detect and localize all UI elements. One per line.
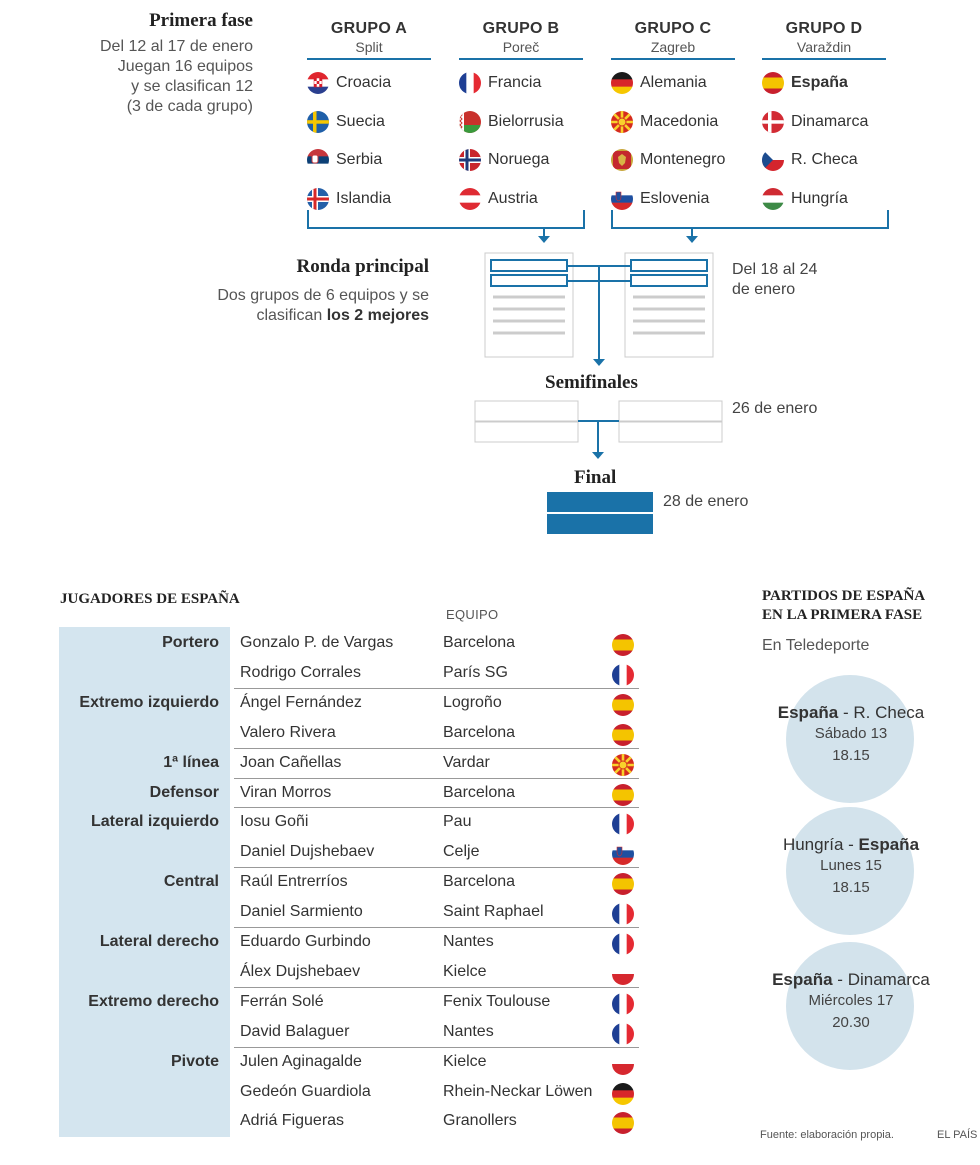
match-day: Lunes 15 <box>820 857 882 874</box>
player-name: Gedeón Guardiola <box>240 1082 371 1100</box>
bracket-connector <box>611 210 613 228</box>
group-team <box>611 148 761 172</box>
table-row <box>59 719 639 749</box>
ronda-description <box>217 286 429 326</box>
group-city: Split <box>355 39 383 55</box>
spain-flag-icon <box>612 784 634 806</box>
player-name: Julen Aginagalde <box>240 1052 362 1070</box>
match-time: 18.15 <box>832 879 870 896</box>
group-header <box>611 20 735 60</box>
bracket-connector <box>887 210 889 228</box>
match-away: Dinamarca <box>847 970 930 989</box>
group-team <box>611 187 761 211</box>
player-name: Ferrán Solé <box>240 992 324 1010</box>
group-team <box>762 187 912 211</box>
matches-title <box>762 587 925 625</box>
player-name: Viran Morros <box>240 783 332 801</box>
france-flag-icon <box>612 664 634 686</box>
match-day: Sábado 13 <box>814 725 888 742</box>
group-city: Varaždin <box>796 39 852 55</box>
final-title: Final <box>574 467 617 488</box>
bracket-connector <box>611 227 889 229</box>
spain-flag-icon <box>612 634 634 656</box>
players-table <box>59 627 639 1137</box>
arrow-down-icon <box>592 452 604 459</box>
player-club: Rhein-Neckar Löwen <box>443 1082 593 1100</box>
intro-line: Del 12 al 17 de enero <box>100 38 253 55</box>
team-name: Noruega <box>488 151 550 168</box>
france-flag-icon <box>612 993 634 1015</box>
player-club: Logroño <box>443 693 502 711</box>
player-club: Kielce <box>443 1052 487 1070</box>
team-name: España <box>791 74 848 91</box>
player-position: Pivote <box>170 1052 219 1070</box>
table-row <box>59 779 639 809</box>
ronda-dates <box>732 260 817 300</box>
match-teams <box>746 969 956 990</box>
team-name: Eslovenia <box>640 189 710 207</box>
semis-title: Semifinales <box>545 372 638 393</box>
player-name: Álex Dujshebaev <box>240 962 361 980</box>
match-teams <box>746 834 956 855</box>
ronda-title: Ronda principal <box>296 256 429 277</box>
spain-flag-icon <box>612 873 634 895</box>
team-name: Alemania <box>640 74 707 91</box>
group-team <box>611 110 761 134</box>
table-row <box>59 928 639 958</box>
player-name: Daniel Sarmiento <box>240 903 363 921</box>
group-team <box>459 187 609 211</box>
germany-flag-icon <box>611 72 633 94</box>
group-name: GRUPO A <box>330 20 408 37</box>
sweden-flag-icon <box>307 111 329 133</box>
arrow-down-icon <box>686 236 698 243</box>
player-name: Iosu Goñi <box>240 813 309 831</box>
player-position: Defensor <box>149 783 219 801</box>
team-name: Croacia <box>336 74 392 91</box>
player-club: París SG <box>443 663 508 681</box>
ronda-line: Dos grupos de 6 equipos y se <box>217 287 429 304</box>
player-name: Gonzalo P. de Vargas <box>240 634 394 651</box>
player-position: 1ª línea <box>163 753 219 771</box>
macedonia-flag-icon <box>612 754 634 776</box>
table-row <box>59 659 639 689</box>
match-card <box>746 969 956 1034</box>
player-name: Valero Rivera <box>240 723 336 741</box>
germany-flag-icon <box>612 1083 634 1105</box>
montenegro-flag-icon <box>611 149 633 171</box>
croatia-flag-icon <box>307 72 329 94</box>
table-row <box>59 958 639 988</box>
team-name: Hungría <box>791 189 848 207</box>
intro-line: y se clasifican 12 <box>131 78 253 95</box>
spain-flag-icon <box>612 1112 634 1134</box>
serbia-flag-icon <box>307 149 329 171</box>
france-flag-icon <box>612 1023 634 1045</box>
team-name: Serbia <box>336 151 383 168</box>
team-name: Dinamarca <box>791 112 869 130</box>
group-name: GRUPO C <box>634 20 712 37</box>
player-position: Central <box>163 873 219 891</box>
group-team <box>307 71 457 95</box>
player-name: David Balaguer <box>240 1022 350 1040</box>
arrow-down-icon <box>593 359 605 366</box>
intro-description <box>100 37 253 117</box>
table-row <box>59 898 639 928</box>
player-position: Portero <box>162 634 219 651</box>
player-name: Joan Cañellas <box>240 753 342 771</box>
match-home: Hungría <box>782 835 844 854</box>
player-name: Raúl Entrerríos <box>240 873 348 891</box>
team-name: Austria <box>488 189 538 207</box>
poland-flag-icon <box>612 963 634 985</box>
group-underline <box>307 58 431 60</box>
group-underline <box>611 58 735 60</box>
player-club: Vardar <box>443 753 490 771</box>
group-team <box>611 71 761 95</box>
group-team <box>459 148 609 172</box>
france-flag-icon <box>459 72 481 94</box>
table-row <box>59 1107 639 1137</box>
group-team <box>762 71 912 95</box>
france-flag-icon <box>612 933 634 955</box>
ronda-date-line: Del 18 al 24 <box>732 261 818 278</box>
player-position: Lateral izquierdo <box>90 813 219 831</box>
player-club: Celje <box>443 843 480 861</box>
player-club: Pau <box>443 813 472 831</box>
final-box <box>547 492 653 512</box>
player-name: Rodrigo Corrales <box>240 663 361 681</box>
group-underline <box>459 58 583 60</box>
player-club: Barcelona <box>443 634 516 651</box>
austria-flag-icon <box>459 188 481 210</box>
footer-source: Fuente: elaboración propia. <box>760 1129 894 1141</box>
bracket-connector <box>307 210 309 228</box>
team-name: R. Checa <box>791 151 858 168</box>
player-club: Barcelona <box>443 873 516 891</box>
matches-title-line: EN LA PRIMERA FASE <box>762 607 923 623</box>
final-date: 28 de enero <box>663 493 749 510</box>
ronda-highlight: los 2 mejores <box>326 307 429 324</box>
team-name: Francia <box>488 74 542 91</box>
match-separator: - <box>843 835 859 854</box>
group-team <box>307 148 457 172</box>
group-team <box>307 187 457 211</box>
player-club: Kielce <box>443 962 487 980</box>
slovenia-flag-icon <box>611 188 633 210</box>
group-name: GRUPO D <box>785 20 863 37</box>
group-column <box>762 20 886 207</box>
table-row <box>59 1018 639 1048</box>
ronda-line: clasifican <box>256 307 327 324</box>
team-name: Suecia <box>336 112 385 130</box>
player-name: Eduardo Gurbindo <box>240 933 371 950</box>
spain-flag-icon <box>762 72 784 94</box>
group-underline <box>762 58 886 60</box>
france-flag-icon <box>612 903 634 925</box>
player-position: Extremo derecho <box>88 992 219 1010</box>
group-column <box>459 20 583 207</box>
denmark-flag-icon <box>762 111 784 133</box>
player-club: Barcelona <box>443 723 516 741</box>
final-box <box>547 514 653 534</box>
match-home: España <box>777 703 839 722</box>
arrow-down-icon <box>538 236 550 243</box>
match-card <box>746 702 956 767</box>
match-home: España <box>772 970 833 989</box>
group-name: GRUPO B <box>482 20 560 37</box>
group-team <box>762 148 912 172</box>
player-club: Saint Raphael <box>443 903 544 921</box>
semis-date: 26 de enero <box>732 400 818 417</box>
iceland-flag-icon <box>307 188 329 210</box>
hungary-flag-icon <box>762 188 784 210</box>
table-row <box>59 1078 639 1108</box>
table-row <box>59 988 639 1018</box>
bracket-connector <box>583 210 585 228</box>
match-teams <box>746 702 956 723</box>
player-club: Granollers <box>443 1112 517 1130</box>
spain-flag-icon <box>612 694 634 716</box>
belarus-flag-icon <box>459 111 481 133</box>
player-club: Nantes <box>443 1022 494 1040</box>
intro-line: (3 de cada grupo) <box>126 98 253 115</box>
player-name: Daniel Dujshebaev <box>240 843 375 861</box>
table-row <box>59 1048 639 1078</box>
match-away: R. Checa <box>853 703 925 722</box>
group-column <box>307 20 431 207</box>
player-club: Nantes <box>443 933 494 950</box>
footer-brand: EL PAÍS <box>937 1129 978 1141</box>
macedonia-flag-icon <box>611 111 633 133</box>
czech-flag-icon <box>762 149 784 171</box>
table-row <box>59 868 639 898</box>
team-name: Macedonia <box>640 112 719 130</box>
matches-title-line: PARTIDOS DE ESPAÑA <box>762 588 926 604</box>
match-separator: - <box>838 703 854 722</box>
match-separator: - <box>832 970 848 989</box>
team-column-header: EQUIPO <box>446 607 499 622</box>
ronda-date-line: de enero <box>732 281 796 298</box>
player-name: Adriá Figueras <box>240 1112 345 1130</box>
group-header <box>762 20 886 60</box>
intro-line: Juegan 16 equipos <box>117 58 253 75</box>
group-header <box>307 20 431 60</box>
player-club: Fenix Toulouse <box>443 992 551 1010</box>
match-away: España <box>858 835 920 854</box>
team-name: Montenegro <box>640 151 726 168</box>
group-column <box>611 20 735 207</box>
match-time: 18.15 <box>832 747 870 764</box>
player-club: Barcelona <box>443 783 516 801</box>
team-name: Islandia <box>336 189 392 207</box>
group-team <box>307 110 457 134</box>
norway-flag-icon <box>459 149 481 171</box>
matches-channel: En Teledeporte <box>762 637 870 654</box>
intro-title: Primera fase <box>149 10 253 31</box>
poland-flag-icon <box>612 1053 634 1075</box>
team-name: Bielorrusia <box>488 112 564 130</box>
table-row <box>59 749 639 779</box>
table-row <box>59 629 639 659</box>
table-row <box>59 808 639 838</box>
group-city: Poreč <box>502 39 540 55</box>
spain-flag-icon <box>612 724 634 746</box>
semis-diagram <box>470 396 730 456</box>
table-row <box>59 838 639 868</box>
player-position: Lateral derecho <box>99 933 219 950</box>
player-position: Extremo izquierdo <box>79 693 219 711</box>
match-day: Miércoles 17 <box>808 992 894 1009</box>
slovenia-flag-icon <box>612 843 634 865</box>
match-time: 20.30 <box>832 1014 870 1031</box>
player-name: Ángel Fernández <box>240 693 362 711</box>
group-team <box>459 110 609 134</box>
ronda-diagram <box>480 248 720 360</box>
group-team <box>459 71 609 95</box>
match-card <box>746 834 956 899</box>
group-team <box>762 110 912 134</box>
france-flag-icon <box>612 813 634 835</box>
group-header <box>459 20 583 60</box>
table-row <box>59 689 639 719</box>
players-title: JUGADORES DE ESPAÑA <box>60 591 240 607</box>
group-city: Zagreb <box>650 39 696 55</box>
